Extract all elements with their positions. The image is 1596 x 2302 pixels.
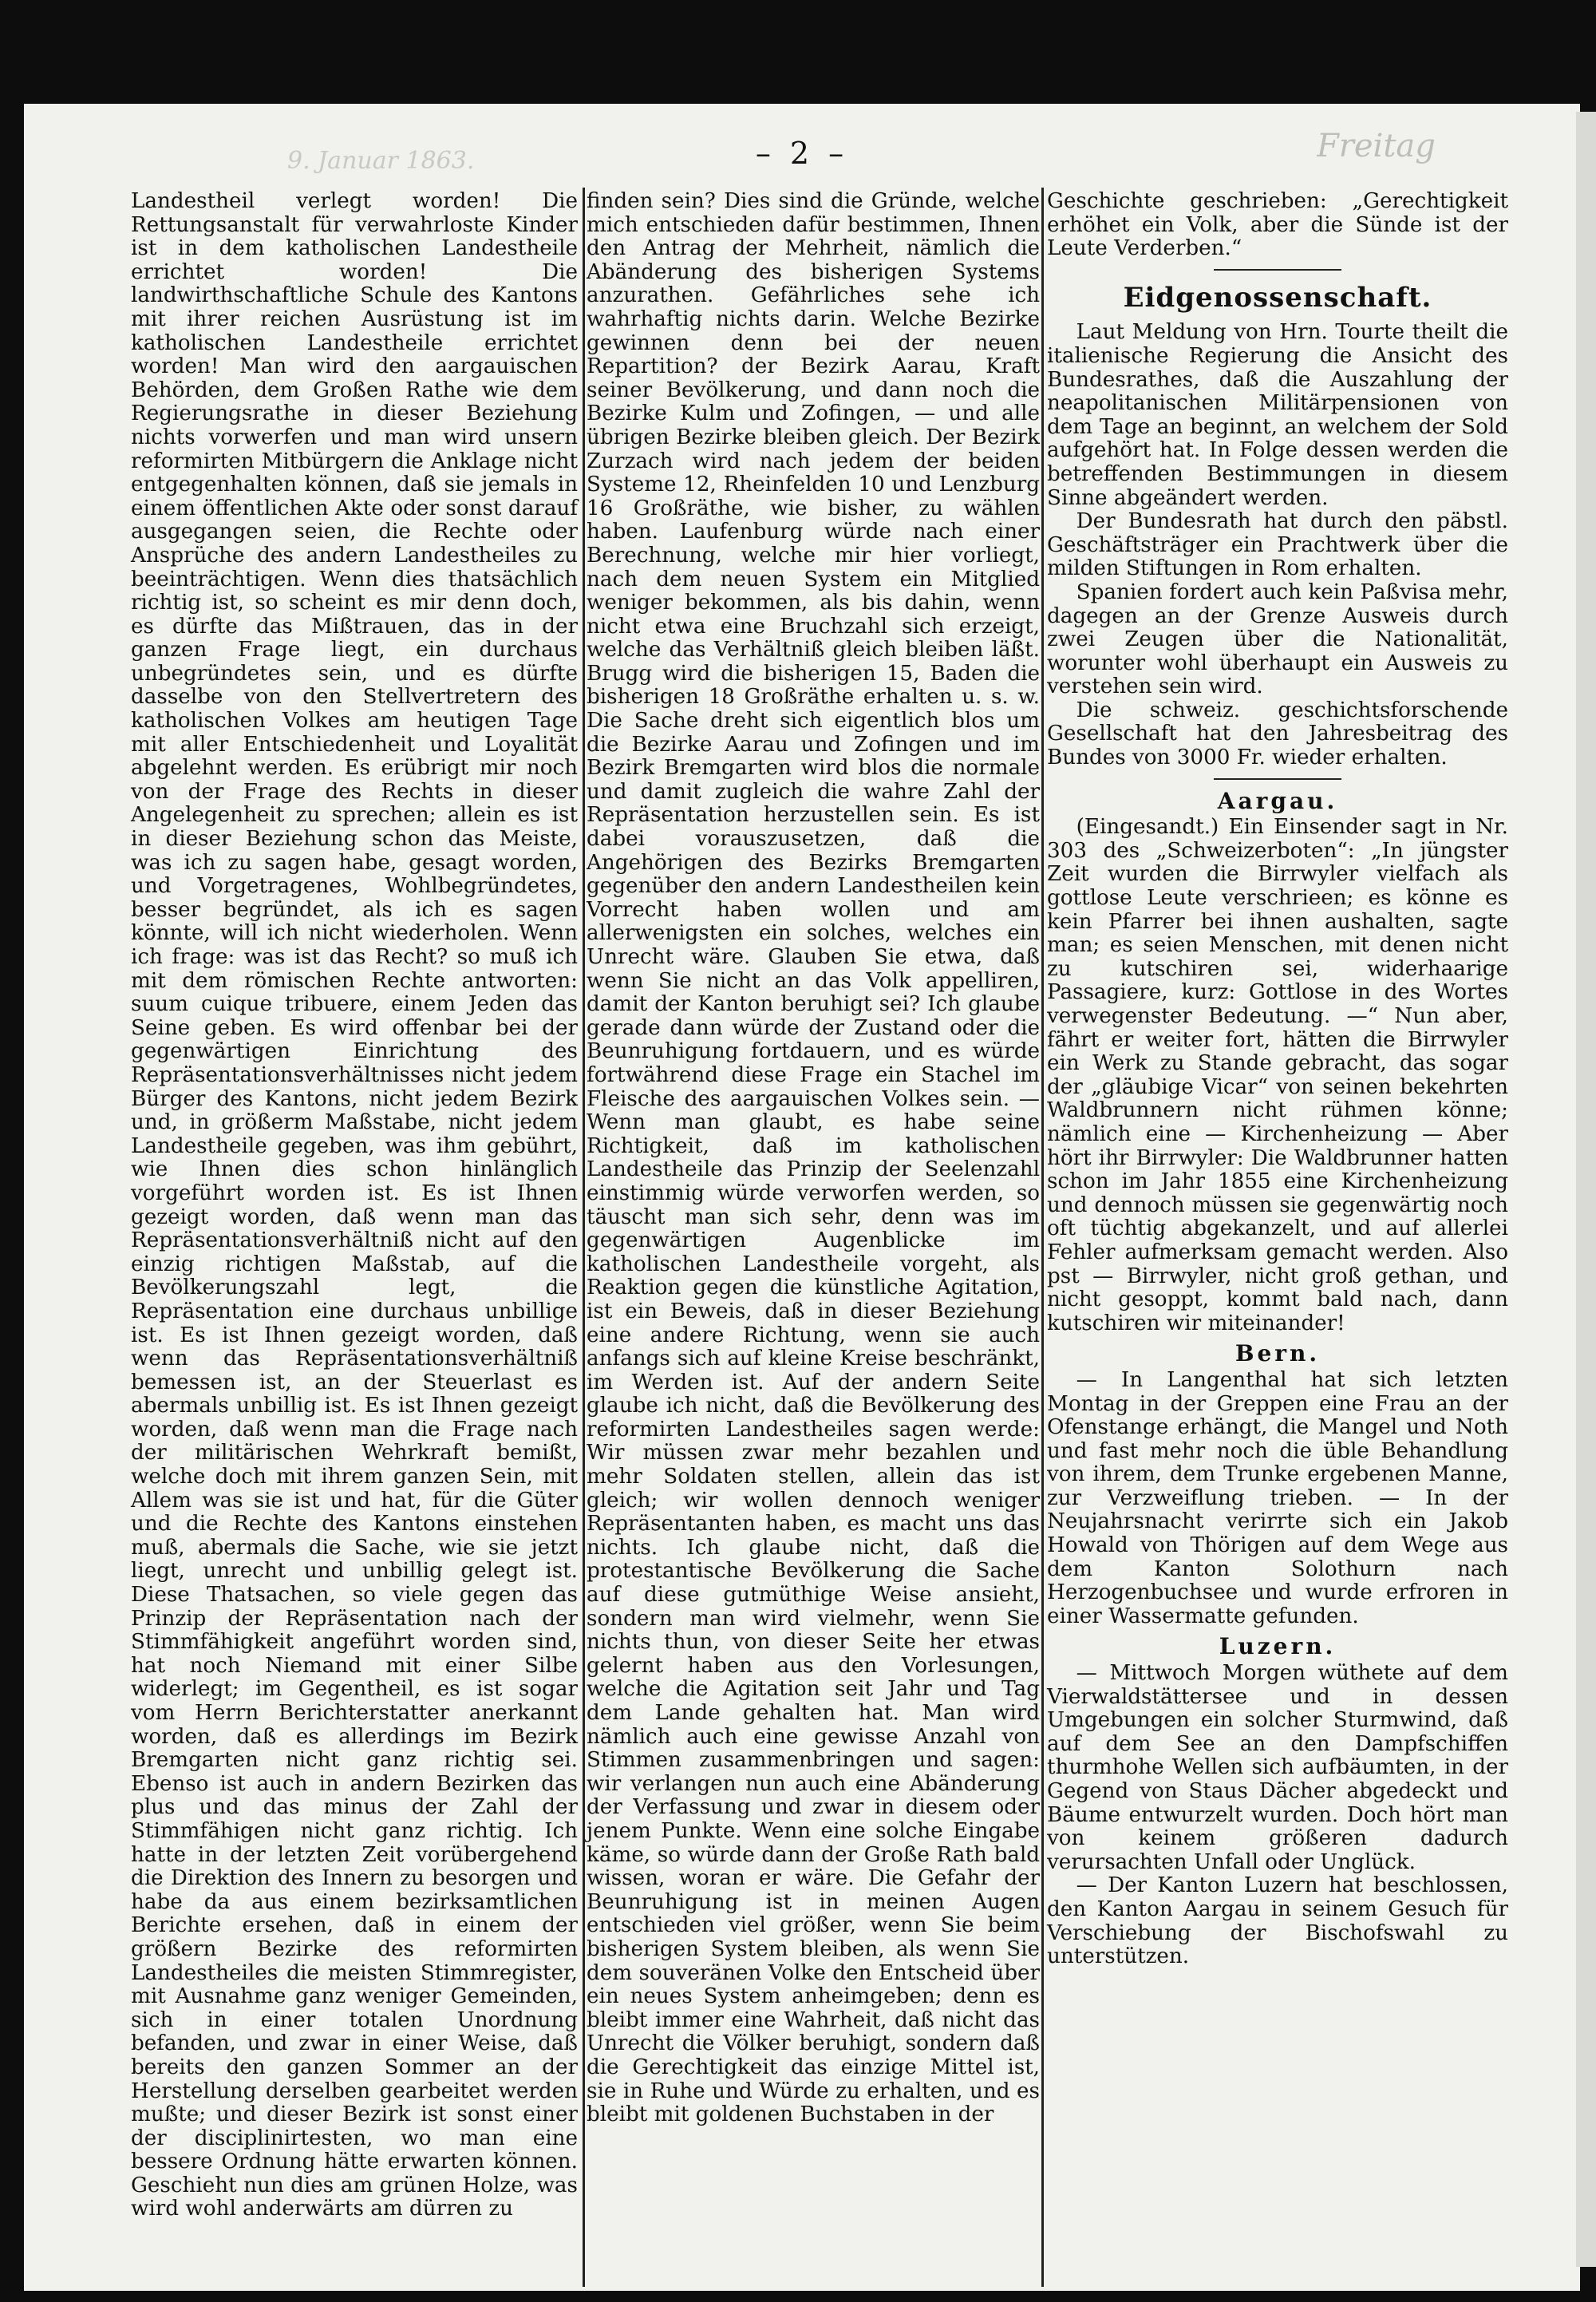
article-text: Landestheil verlegt worden! Die Rettungsanstalt für verwahrloste Kinder ist in dem katholischen Landestheile errichtet worden! Die landwirthschaftliche Schule des Kantons mit ihrer reichen Ausrüstung ist im katholischen Landestheile errichtet worden! Man wird den aargauischen Behörden, dem Großen Rathe wie dem Regierungsrathe in dieser Beziehung nichts vorwerfen und man wird unsern reformirten Mitbürgern die Anklage nicht entgegenhalten können, daß sie jemals in einem öffentlichen Akte oder sonst darauf ausgegangen seien, die Rechte oder Ansprüche des andern Landestheiles zu beeinträchtigen. Wenn dies thatsächlich richtig ist, so scheint es mir denn doch, es dürfte das Mißtrauen, das in der ganzen Frage liegt, ein durchaus unbegründetes sein, und es dürfte dasselbe von den Stellvertretern des katholischen Volkes am heutigen Tage mit aller Entschiedenheit und Loyalität abgelehnt werden. Es erübrigt mir noch von der Frage des Rechts in dieser Angelegenheit zu sprechen; allein es ist in dieser Beziehung schon das Meiste, was ich zu sagen habe, gesagt worden, und Vorgetragenes, Wohlbegründetes, besser begründet, als ich es sagen könnte, will ich nicht wiederholen. Wenn ich frage: was ist das Recht? so muß ich mit dem römischen Rechte antworten: suum cuique tribuere, einem Jeden das Seine geben. Es wird offenbar bei der gegenwärtigen Einrichtung des Repräsentationsverhältnisses nicht jedem Bürger des Kantons, nicht jedem Bezirk und, in größerm Maßstabe, nicht jedem Landestheile gegeben, was ihm gebührt, wie Ihnen dies schon hinlänglich vorgeführt worden ist. Es ist Ihnen gezeigt worden, daß wenn man das Repräsentationsverhältniß nicht auf den einzig richtigen Maßstab, auf die Bevölkerungszahl legt, die Repräsentation eine durchaus unbillige ist. Es ist Ihnen gezeigt worden, daß wenn das Repräsentationsverhältniß bemessen ist, an der Steuerlast es abermals unbillig ist. Es ist Ihnen gezeigt worden, daß wenn man die Frage nach der militärischen Wehrkraft bemißt, welche doch mit ihrem ganzen Sein, mit Allem was sie ist und hat, für die Güter und die Rechte des Kantons einstehen muß, abermals die Sache, wie sie jetzt liegt, unrecht und unbillig gelegt ist. Diese Thatsachen, so viele gegen das Prinzip der Repräsentation nach der Stimmfähigkeit angeführt worden sind, hat noch Niemand mit einer Silbe widerlegt; im Gegentheil, es ist sogar vom Herrn Berichterstatter anerkannt worden, daß es allerdings im Bezirk Bremgarten nicht ganz richtig sei. Ebenso ist auch in andern Bezirken das plus und das minus der Zahl der Stimmfähigen nicht ganz richtig. Ich hatte in der letzten Zeit vorübergehend die Direktion des Innern zu besorgen und habe da aus einem bezirksamtlichen Berichte ersehen, daß in einem der größern Bezirke des reformirten Landestheiles die meisten Stimmregister, mit Ausnahme ganz weniger Gemeinden, sich in einer totalen Unordnung befanden, und zwar in einer Weise, daß bereits den ganzen Sommer an der Herstellung derselben gearbeitet werden mußte; und dieser Bezirk ist sonst einer der disciplinirtesten, wo man eine bessere Ordnung hätte erwarten können. Geschieht nun dies am grünen Holze, was wird wohl anderwärts am dürren zu — [131, 189, 578, 2221]
news-item: Der Bundesrath hat durch den päbstl. Geschäftsträger ein Prachtwerk über die milden Stiftungen in Rom erhalten. — [1047, 509, 1508, 581]
newspaper-page — [24, 104, 1580, 2291]
section-title: Eidgenossenschaft. — [1123, 281, 1432, 314]
column-divider — [583, 188, 585, 2287]
news-item: — In Langenthal hat sich letzten Montag in der Greppen eine Frau an der Ofenstange erhängt, die Mangel und Noth und fast mehr noch die üble Behandlung von ihrem, dem Trunke ergebenen Manne, zur Verzweiflung trieben. — In der Neujahrsnacht verirrte sich ein Jakob Howald von Thörigen auf dem Wege aus dem Kanton Solothurn nach Herzogenbuchsee und wurde erfroren in einer Wassermatte gefunden. — [1047, 1367, 1508, 1628]
column-1 — [131, 190, 578, 2221]
news-item: (Eingesandt.) Ein Einsender sagt in Nr. 303 des „Schweizerboten“: „In jüngster Zeit wurden die Birrwyler vielfach als gottlose Leute verschrieen; es könne es kein Pfarrer bei ihnen aushalten, sagte man; es seien Menschen, mit denen nicht zu kutschiren sei, widerhaarige Passagiere, kurz: Gottlose in des Wortes verwegenster Bedeutung. —“ Nun aber, fährt er weiter fort, hätten die Birrwyler ein Werk zu Stande gebracht, das sogar der „gläubige Vicar“ von seinen bekehrten Waldbrunnern nicht rühmen könne; nämlich eine — Kirchenheizung — Aber hört ihr Birrwyler: Die Waldbrunner hatten schon im Jahr 1855 eine Kirchenheizung und dennoch müssen sie gegenwärtig noch oft tüchtig abgekanzelt, und auf allerlei Fehler aufmerksam gemacht werden. Also pst — Birrwyler, nicht groß gethan, und nicht gesoppt, kommt bald nach, dann kutschiren wir miteinander! — [1047, 815, 1508, 1335]
section-divider — [1214, 778, 1341, 780]
section-divider — [1214, 269, 1341, 271]
subsection-title-bern: Bern. — [1235, 1340, 1321, 1367]
news-item: Die schweiz. geschichtsforschende Gesellschaft hat den Jahresbeitrag des Bundes von 3000 Fr. wieder erhalten. — [1047, 698, 1508, 770]
news-item: Laut Meldung von Hrn. Tourte theilt die italienische Regierung die Ansicht des Bundesrathes, daß die Auszahlung der neapolitanischen Militärpensionen von dem Tage an beginnt, an welchem der Sold aufgehört hat. In Folge dessen werden die betreffenden Bestimmungen in diesem Sinne abgeändert werden. — [1047, 320, 1508, 510]
column-divider — [1041, 188, 1044, 2287]
news-item: Spanien fordert auch kein Paßvisa mehr, dagegen an der Grenze Ausweis durch zwei Zeugen über die Nationalität, worunter wohl überhaupt ein Ausweis zu verstehen sein wird. — [1047, 579, 1508, 699]
page-number: – 2 – — [755, 136, 849, 171]
faint-right-text: Freitag — [1317, 128, 1436, 164]
page-edge — [1576, 112, 1596, 2267]
column-2 — [587, 190, 1040, 2127]
article-text: Geschichte geschrieben: „Gerechtigkeit erhöhet ein Volk, aber die Sünde ist der Leute Verderben.“ — [1047, 189, 1508, 261]
news-item: — Der Kanton Luzern hat beschlossen, den Kanton Aargau in seinem Gesuch für Verschiebung der Bischofswahl zu unterstützen. — [1047, 1873, 1508, 1969]
news-item: — Mittwoch Morgen wüthete auf dem Vierwaldstättersee und in dessen Umgebungen ein solcher Sturmwind, daß auf dem See an den Dampfschiffen thurmhohe Wellen sich aufbäumten, in der Gegend von Staus Dächer abgedeckt und Bäume entwurzelt wurden. Doch hört man von keinem größeren dadurch verursachten Unfall oder Unglück. — [1047, 1661, 1508, 1874]
subsection-title-luzern: Luzern. — [1219, 1633, 1337, 1660]
article-text: finden sein? Dies sind die Gründe, welche mich entschieden dafür bestimmen, Ihnen den Antrag der Mehrheit, nämlich die Abänderung des bisherigen Systems anzurathen. Gefährliches sehe ich wahrhaftig nichts darin. Welche Bezirke gewinnen denn bei der neuen Repartition? der Bezirk Aarau, Kraft seiner Bevölkerung, und dann noch die Bezirke Kulm und Zofingen, — und alle übrigen Bezirke bleiben gleich. Der Bezirk Zurzach wird nach jedem der beiden Systeme 12, Rheinfelden 10 und Lenzburg 16 Großräthe, wie bisher, zu wählen haben. Laufenburg würde nach einer Berechnung, welche mir hier vorliegt, nach dem neuen System ein Mitglied weniger bekommen, als bis dahin, wenn nicht etwa eine Bruchzahl sich erzeigt, welche das Verhältniß gleich bleiben läßt. Brugg wird die bisherigen 15, Baden die bisherigen 18 Großräthe erhalten u. s. w. Die Sache dreht sich eigentlich blos um die Bezirke Aarau und Zofingen und im Bezirk Bremgarten wird blos die normale und damit zugleich die wahre Zahl der Repräsentation herzustellen sein. Es ist dabei vorauszusetzen, daß die Angehörigen des Bezirks Bremgarten gegenüber den andern Landestheilen kein Vorrecht haben wollen und am allerwenigsten ein solches, welches ein Unrecht wäre. Glauben Sie etwa, daß wenn Sie nicht an das Volk appelliren, damit der Kanton beruhigt sei? Ich glaube gerade dann würde der Zustand oder die Beunruhigung fortdauern, und es würde fortwährend diese Frage ein Stachel im Fleische des aargauischen Volkes sein. — Wenn man glaubt, es habe seine Richtigkeit, daß im katholischen Landestheile das Prinzip der Seelenzahl einstimmig würde verworfen werden, so täuscht man sich sehr, denn was im gegenwärtigen Augenblicke im katholischen Landestheile vorgeht, als Reaktion gegen die künstliche Agitation, ist ein Beweis, daß in dieser Beziehung eine andere Richtung, wenn sie auch anfangs sich auf kleine Kreise beschränkt, im Werden ist. Auf der andern Seite glaube ich nicht, daß die Bevölkerung des reformirten Landestheiles sagen werde: Wir müssen zwar mehr bezahlen und mehr Soldaten stellen, allein das ist gleich; wir wollen dennoch weniger Repräsentanten haben, es macht uns das nichts. Ich glaube nicht, daß die protestantische Bevölkerung die Sache auf diese gutmüthige Weise ansieht, sondern man wird vielmehr, wenn Sie nichts thun, von dieser Seite her etwas gelernt haben aus den Vorlesungen, welche die Agitation seit Jahr und Tag dem Lande gehalten hat. Man wird nämlich auch eine gewisse Anzahl von Stimmen zusammenbringen und sagen: wir verlangen nun auch eine Abänderung der Verfassung und zwar in diesem oder jenem Punkte. Wenn eine solche Eingabe käme, so würde dann der Große Rath bald wissen, woran er wäre. Die Gefahr der Beunruhigung ist in meinen Augen entschieden viel größer, wenn Sie beim bisherigen System bleiben, als wenn Sie dem souveränen Volke den Entscheid über ein neues System anheimgeben; denn es bleibt immer eine Wahrheit, daß nicht das Unrecht die Völker beruhigt, sondern daß die Gerechtigkeit das einzige Mittel ist, sie in Ruhe und Würde zu erhalten, und es bleibt mit goldenen Buchstaben in der — [587, 189, 1040, 2127]
column-3 — [1047, 190, 1508, 1969]
subsection-title-aargau: Aargau. — [1217, 787, 1338, 814]
faint-date-text: 9. Januar 1863. — [287, 147, 475, 175]
